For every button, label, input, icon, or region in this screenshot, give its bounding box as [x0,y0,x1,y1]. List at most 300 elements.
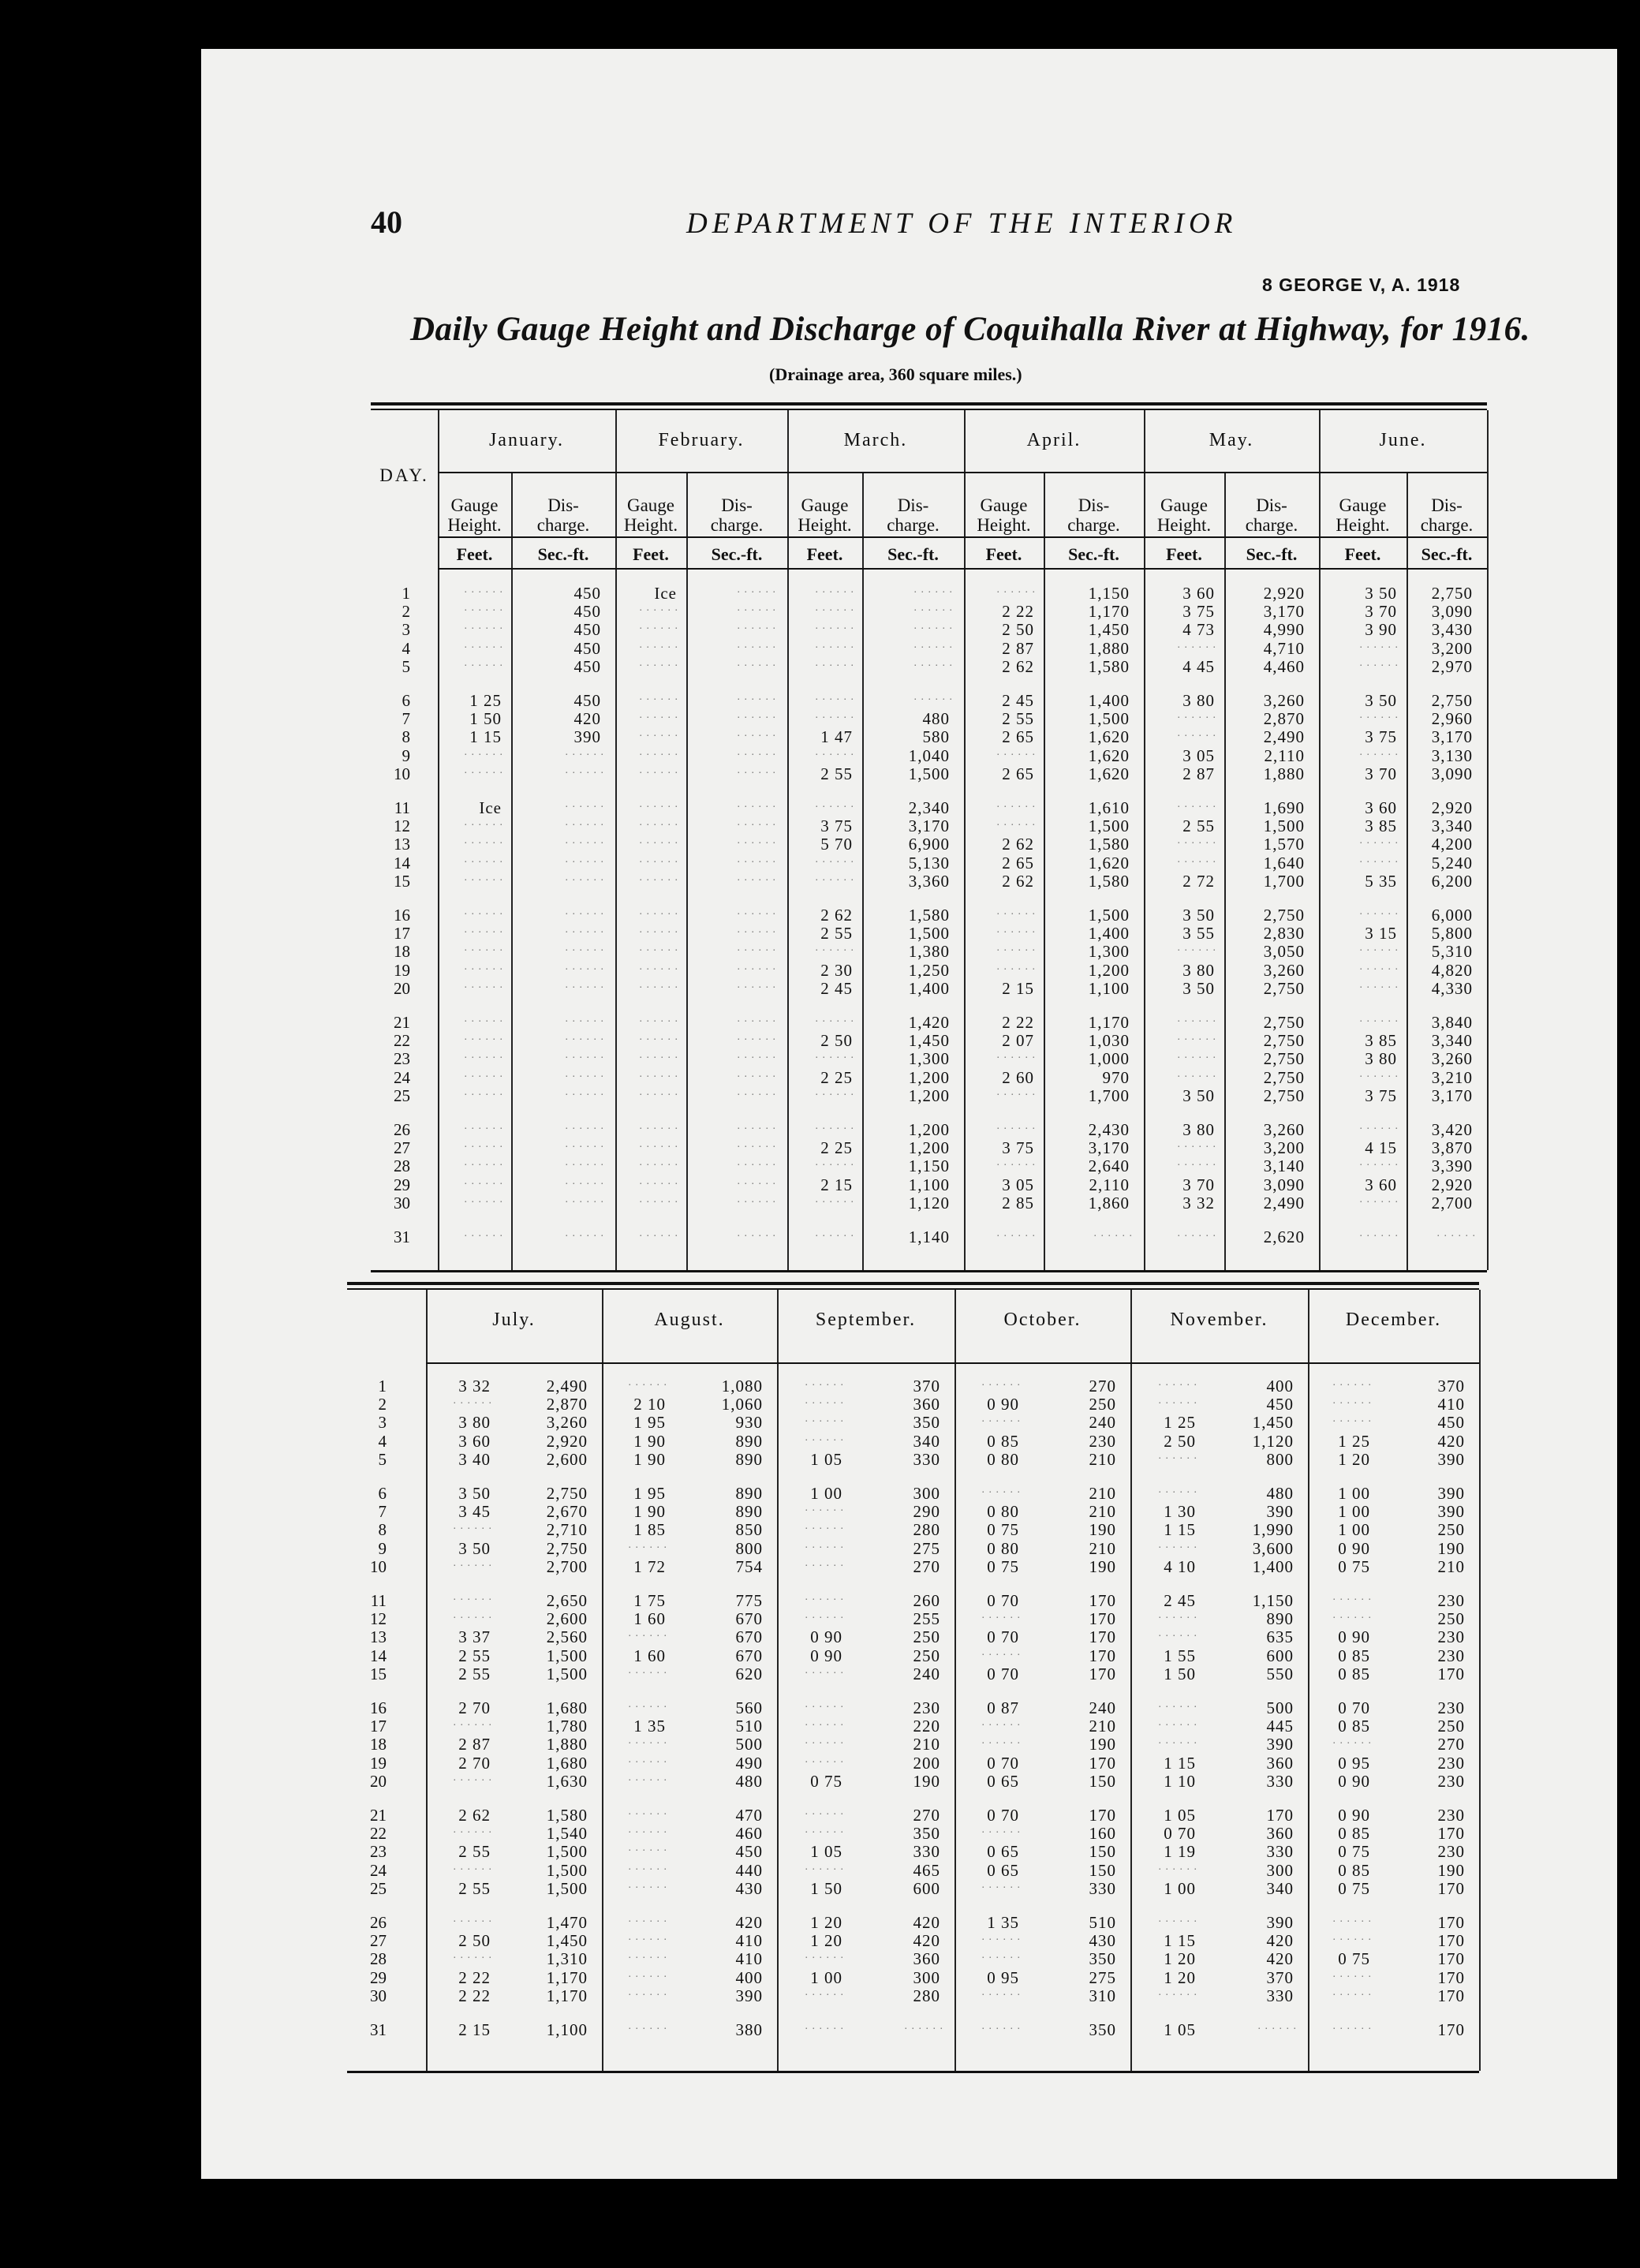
day-number: 22 [394,1031,410,1051]
discharge-value: 370 [1437,1377,1465,1396]
leader-dots: . . . . . . [1093,1227,1133,1239]
leader-dots: . . . . . . [737,1067,776,1080]
discharge-value: 890 [735,1502,763,1522]
leader-dots: . . . . . . [565,1031,604,1044]
leader-dots: . . . . . . [805,1949,844,1962]
discharge-value: 1,610 [1088,798,1130,817]
discharge-value: 350 [1089,1949,1116,1969]
unit-secft: Sec.-ft. [1246,544,1298,564]
gauge-height-value: 3 32 [1182,1193,1215,1212]
discharge-value: 330 [1266,1771,1294,1791]
discharge-value: 1,000 [1088,1049,1130,1069]
discharge-value: 3,210 [1431,1067,1473,1087]
discharge-value: 3,260 [1431,1049,1473,1069]
month-header: March. [843,430,908,450]
day-number: 12 [370,1609,387,1629]
discharge-value: 1,150 [1252,1591,1294,1610]
discharge-value: 450 [1437,1413,1465,1433]
gauge-height-value: 2 22 [458,1986,491,2005]
leader-dots: . . . . . . [1359,1193,1399,1205]
leader-dots: . . . . . . [628,1377,667,1388]
discharge-value: 2,640 [1088,1156,1130,1176]
discharge-value: 2,490 [1263,1193,1305,1212]
gauge-height-value: 2 55 [458,1664,491,1683]
discharge-value: 2,750 [1263,1067,1305,1087]
discharge-value: 250 [1437,1609,1465,1629]
day-number: 11 [370,1591,387,1610]
discharge-value: 260 [913,1591,940,1610]
gauge-height-value: 3 80 [1182,960,1215,980]
leader-dots: . . . . . . [639,960,678,973]
gauge-height-value: 1 50 [810,1878,842,1898]
gauge-height-value: 2 62 [1002,871,1034,891]
discharge-value: 390 [735,1986,763,2005]
drainage-note: (Drainage area, 360 square miles.) [769,364,1022,384]
gauge-height-value: 1 75 [633,1591,666,1610]
discharge-value: 670 [735,1646,763,1665]
gauge-height-value: 0 75 [1338,1556,1370,1576]
leader-dots: . . . . . . [1158,1860,1197,1873]
gauge-height-value: 1 90 [633,1431,666,1451]
month-header: October. [1003,1310,1082,1330]
day-number: 16 [370,1698,387,1717]
leader-dots: . . . . . . [737,1193,776,1205]
leader-dots: . . . . . . [565,1013,604,1025]
leader-dots: . . . . . . [464,638,503,651]
leader-dots: . . . . . . [628,1627,667,1640]
discharge-value: 1,640 [1263,853,1305,872]
leader-dots: . . . . . . [453,1591,492,1603]
gauge-height-value: 2 70 [458,1698,491,1717]
gauge-height-value: 3 50 [458,1538,491,1558]
leader-dots: . . . . . . [1332,1377,1372,1388]
discharge-value: 360 [913,1949,940,1969]
discharge-value: 3,140 [1263,1156,1305,1176]
leader-dots: . . . . . . [639,1175,678,1187]
discharge-value: 3,200 [1263,1138,1305,1158]
gauge-height-value: 2 55 [458,1878,491,1898]
discharge-value: 3,260 [1263,960,1305,980]
header-rule [438,536,1487,538]
leader-dots: . . . . . . [565,816,604,829]
discharge-value: 2,750 [1263,1031,1305,1051]
discharge-value: 200 [913,1753,940,1773]
discharge-value: 450 [573,691,601,710]
leader-dots: . . . . . . [565,798,604,810]
leader-dots: . . . . . . [639,906,678,917]
leader-dots: . . . . . . [815,1120,854,1132]
leader-dots: . . . . . . [805,1502,844,1515]
discharge-value: 390 [1437,1449,1465,1469]
gauge-height-value: 1 20 [810,1913,842,1932]
leader-dots: . . . . . . [639,816,678,829]
discharge-value: 510 [735,1717,763,1736]
leader-dots: . . . . . . [453,1824,492,1836]
leader-dots: . . . . . . [1177,835,1216,847]
gauge-height-value: 3 40 [458,1449,491,1469]
discharge-value: 635 [1266,1627,1294,1647]
month-header: June. [1379,430,1427,450]
gauge-height-value: 1 60 [633,1646,666,1665]
leader-dots: . . . . . . [1158,1717,1197,1729]
discharge-value: 1,100 [1088,978,1130,998]
leader-dots: . . . . . . [1359,1013,1399,1025]
unit-feet: Feet. [1166,544,1202,564]
leader-dots: . . . . . . [453,1395,492,1407]
day-number: 4 [378,1431,387,1451]
gauge-height-value: 2 30 [820,960,853,980]
discharge-value: 1,500 [908,924,950,943]
gauge-height-value: 3 75 [820,816,853,836]
discharge-value: 170 [1089,1627,1116,1647]
leader-dots: . . . . . . [737,1049,776,1062]
discharge-value: 330 [913,1449,940,1469]
leader-dots: . . . . . . [815,745,854,758]
leader-dots: . . . . . . [981,1413,1021,1425]
gauge-height-value: 2 07 [1002,1031,1034,1051]
unit-secft: Sec.-ft. [887,544,939,564]
discharge-value: 1,450 [908,1031,950,1051]
leader-dots: . . . . . . [1158,1609,1197,1622]
discharge-value: 330 [1089,1878,1116,1898]
discharge-value: 350 [913,1824,940,1844]
gauge-height-value: 3 70 [1365,602,1397,622]
gauge-height-value: 3 60 [458,1431,491,1451]
leader-dots: . . . . . . [639,798,678,810]
leader-dots: . . . . . . [1158,1395,1197,1407]
discharge-value: 3,090 [1431,602,1473,622]
discharge-value: 440 [735,1860,763,1880]
discharge-value: 1,570 [1263,835,1305,854]
gauge-height-value: 5 35 [1365,871,1397,891]
discharge-value: 2,110 [1264,745,1305,765]
discharge-value: 445 [1266,1717,1294,1736]
leader-dots: . . . . . . [1332,1395,1372,1407]
gauge-height-value: 4 73 [1182,620,1215,640]
gauge-height-value: Ice [654,584,677,603]
discharge-value: 3,430 [1431,620,1473,640]
day-number: 27 [394,1138,410,1158]
discharge-value: 1,400 [1088,691,1130,710]
leader-dots: . . . . . . [1359,835,1399,847]
page-number: 40 [371,204,402,240]
discharge-value: 1,500 [908,764,950,783]
gauge-height-value: 0 85 [1338,1717,1370,1736]
gauge-height-value: 0 80 [987,1449,1019,1469]
leader-dots: . . . . . . [805,1735,844,1747]
discharge-value: 2,920 [1431,1175,1473,1194]
gauge-height-value: 3 70 [1365,764,1397,783]
leader-dots: . . . . . . [805,2020,844,2032]
leader-dots: . . . . . . [996,960,1036,973]
gauge-height-value: 3 75 [1002,1138,1034,1158]
leader-dots: . . . . . . [1177,798,1216,810]
gauge-height-value: 0 75 [987,1556,1019,1576]
leader-dots: . . . . . . [464,871,503,884]
discharge-value: 2,920 [1263,584,1305,603]
leader-dots: . . . . . . [628,1824,667,1836]
discharge-value: 670 [735,1609,763,1629]
discharge-value: 450 [573,638,601,658]
gauge-height-value: 3 70 [1182,1175,1215,1194]
leader-dots: . . . . . . [565,853,604,865]
discharge-value: 255 [913,1609,940,1629]
leader-dots: . . . . . . [1177,1013,1216,1025]
leader-dots: . . . . . . [464,1085,503,1098]
leader-dots: . . . . . . [815,853,854,865]
day-number: 7 [402,709,410,729]
leader-dots: . . . . . . [913,638,953,651]
leader-dots: . . . . . . [1332,1591,1372,1603]
discharge-value: 410 [735,1931,763,1951]
gauge-height-value: 0 70 [987,1806,1019,1825]
discharge-value: 420 [735,1913,763,1932]
leader-dots: . . . . . . [464,584,503,596]
discharge-value: 3,600 [1252,1538,1294,1558]
leader-dots: . . . . . . [737,1175,776,1187]
discharge-value: 1,780 [546,1717,588,1736]
leader-dots: . . . . . . [639,727,678,740]
discharge-value: 2,700 [546,1556,588,1576]
leader-dots: . . . . . . [981,1717,1021,1729]
discharge-value: 230 [1437,1698,1465,1717]
leader-dots: . . . . . . [565,1138,604,1151]
discharge-value: 410 [1437,1395,1465,1414]
discharge-value: 470 [735,1806,763,1825]
leader-dots: . . . . . . [1359,960,1399,973]
discharge-value: 170 [1437,1664,1465,1683]
leader-dots: . . . . . . [464,816,503,829]
discharge-value: 290 [913,1502,940,1522]
gauge-height-value: 2 50 [820,1031,853,1051]
leader-dots: . . . . . . [1359,853,1399,865]
day-number: 17 [394,924,410,943]
session-mark: 8 GEORGE V, A. 1918 [1262,275,1461,295]
discharge-value: 1,580 [1088,835,1130,854]
discharge-value: 170 [1437,1913,1465,1932]
day-number: 27 [370,1931,387,1951]
leader-dots: . . . . . . [639,1138,678,1151]
leader-dots: . . . . . . [464,1031,503,1044]
gauge-height-value: 0 80 [987,1502,1019,1522]
discharge-value: 170 [1089,1806,1116,1825]
unit-feet: Feet. [456,544,493,564]
gauge-height-value: 1 25 [1164,1413,1196,1433]
discharge-value: 190 [1089,1735,1116,1754]
discharge-value: 1,170 [1088,1013,1130,1032]
day-number: 3 [378,1413,387,1433]
discharge-value: 560 [735,1698,763,1717]
leader-dots: . . . . . . [737,906,776,917]
day-number: 29 [394,1175,410,1194]
discharge-value: 1,880 [546,1735,588,1754]
leader-dots: . . . . . . [805,1377,844,1388]
leader-dots: . . . . . . [913,656,953,669]
gauge-height-value: 3 50 [458,1484,491,1503]
leader-dots: . . . . . . [453,1771,492,1784]
column-divider [1487,410,1489,1270]
leader-dots: . . . . . . [464,1013,503,1025]
leader-dots: . . . . . . [805,1698,844,1710]
gauge-height-value: 2 85 [1002,1193,1034,1212]
day-number: 18 [370,1735,387,1754]
discharge-value: 2,490 [1263,727,1305,747]
discharge-value: 4,460 [1263,656,1305,676]
gauge-height-value: 2 10 [633,1395,666,1414]
gauge-height-value: 1 15 [1164,1753,1196,1773]
discharge-value: 1,500 [546,1842,588,1862]
gauge-height-value: 1 95 [633,1484,666,1503]
discharge-value: 340 [913,1431,940,1451]
unit-feet: Feet. [985,544,1022,564]
discharge-value: 3,260 [1263,691,1305,710]
gauge-height-value: 3 60 [1365,1175,1397,1194]
discharge-value: 390 [1437,1484,1465,1503]
discharge-value: 580 [922,727,950,747]
leader-dots: . . . . . . [737,1156,776,1169]
discharge-value: 1,690 [1263,798,1305,817]
gauge-height-value: 1 90 [633,1502,666,1522]
discharge-value: 1,500 [1088,816,1130,836]
leader-dots: . . . . . . [805,1717,844,1729]
gauge-height-value: 0 90 [1338,1806,1370,1825]
gauge-height-value: 3 60 [1182,584,1215,603]
discharge-value: 1,500 [1263,816,1305,836]
discharge-value: 1,100 [546,2020,588,2039]
discharge-value: 1,630 [546,1771,588,1791]
gauge-height-value: 0 95 [1338,1753,1370,1773]
leader-dots: . . . . . . [565,1175,604,1187]
gauge-height-value: 2 50 [1164,1431,1196,1451]
leader-dots: . . . . . . [815,942,854,955]
discharge-value: 170 [1437,1824,1465,1844]
discharge-value: 390 [1266,1502,1294,1522]
discharge-value: 420 [913,1913,940,1932]
discharge-value: 270 [913,1556,940,1576]
discharge-value: 420 [1437,1431,1465,1451]
leader-dots: . . . . . . [639,835,678,847]
leader-dots: . . . . . . [565,960,604,973]
gauge-height-value: 1 60 [633,1609,666,1629]
leader-dots: . . . . . . [453,1913,492,1925]
discharge-value: 150 [1089,1842,1116,1862]
day-number: 11 [394,798,410,817]
leader-dots: . . . . . . [453,1949,492,1962]
leader-dots: . . . . . . [1158,1449,1197,1462]
discharge-value: 420 [1266,1949,1294,1969]
discharge-value: 170 [1437,1949,1465,1969]
leader-dots: . . . . . . [639,602,678,615]
leader-dots: . . . . . . [805,1986,844,1998]
gauge-height-value: 1 15 [1164,1520,1196,1540]
leader-dots: . . . . . . [815,638,854,651]
gauge-height-value: 0 85 [1338,1664,1370,1683]
discharge-value: 1,540 [546,1824,588,1844]
leader-dots: . . . . . . [639,1031,678,1044]
discharge-value: 210 [1437,1556,1465,1576]
gauge-height-value: 0 90 [1338,1538,1370,1558]
discharge-value: 190 [1089,1556,1116,1576]
day-number: 28 [394,1156,410,1176]
gauge-height-value: 3 05 [1002,1175,1034,1194]
day-number: 31 [370,2020,387,2039]
gauge-height-value: 1 50 [469,709,502,729]
leader-dots: . . . . . . [464,906,503,917]
discharge-value: 1,140 [908,1227,950,1246]
discharge-value: 270 [913,1806,940,1825]
discharge-value: 5,130 [908,853,950,872]
leader-dots: . . . . . . [996,1085,1036,1098]
discharge-value: 4,330 [1431,978,1473,998]
discharge-value: 1,990 [1252,1520,1294,1540]
leader-dots: . . . . . . [464,602,503,615]
leader-dots: . . . . . . [639,1120,678,1132]
leader-dots: . . . . . . [815,691,854,703]
gauge-height-header: Gauge Height. [1336,495,1390,535]
discharge-value: 420 [573,709,601,729]
unit-secft: Sec.-ft. [1068,544,1119,564]
gauge-height-value: 0 75 [987,1520,1019,1540]
leader-dots: . . . . . . [737,871,776,884]
leader-dots: . . . . . . [565,924,604,936]
day-number: 8 [402,727,410,747]
gauge-height-value: 3 75 [1182,602,1215,622]
discharge-value: 1,470 [546,1913,588,1932]
gauge-height-value: 3 15 [1365,924,1397,943]
leader-dots: . . . . . . [737,620,776,633]
leader-dots: . . . . . . [737,978,776,991]
discharge-value: 400 [735,1967,763,1987]
discharge-value: 1,150 [908,1156,950,1176]
discharge-value: 210 [1089,1449,1116,1469]
leader-dots: . . . . . . [1177,727,1216,740]
leader-dots: . . . . . . [1359,656,1399,669]
discharge-value: 1,400 [908,978,950,998]
discharge-value: 230 [1437,1806,1465,1825]
leader-dots: . . . . . . [453,1520,492,1533]
month-header: July. [492,1310,536,1330]
discharge-value: 800 [1266,1449,1294,1469]
discharge-value: 400 [1266,1377,1294,1396]
gauge-height-value: 1 20 [810,1931,842,1951]
gauge-height-value: 1 90 [633,1449,666,1469]
discharge-value: 190 [1437,1860,1465,1880]
gauge-height-value: 1 20 [1164,1967,1196,1987]
discharge-value: 1,060 [721,1395,763,1414]
discharge-value: 1,400 [1088,924,1130,943]
table-top-rule [371,402,1487,405]
leader-dots: . . . . . . [981,1949,1021,1962]
gauge-height-value: 1 50 [1164,1664,1196,1683]
gauge-height-value: 0 75 [1338,1949,1370,1969]
gauge-height-value: 2 15 [820,1175,853,1194]
gauge-height-header: Gauge Height. [623,495,678,535]
gauge-height-value: 2 45 [820,978,853,998]
gauge-height-value: 0 75 [810,1771,842,1791]
discharge-value: 500 [1266,1698,1294,1717]
discharge-value: 2,600 [546,1609,588,1629]
discharge-value: 1,700 [1263,871,1305,891]
discharge-value: 2,870 [1263,709,1305,729]
gauge-height-value: 2 55 [820,924,853,943]
leader-dots: . . . . . . [1177,1227,1216,1239]
leader-dots: . . . . . . [1332,1913,1372,1925]
gauge-height-value: 1 15 [469,727,502,747]
discharge-value: 1,450 [546,1931,588,1951]
leader-dots: . . . . . . [815,1085,854,1098]
leader-dots: . . . . . . [1332,1609,1372,1622]
discharge-value: 1,620 [1088,853,1130,872]
